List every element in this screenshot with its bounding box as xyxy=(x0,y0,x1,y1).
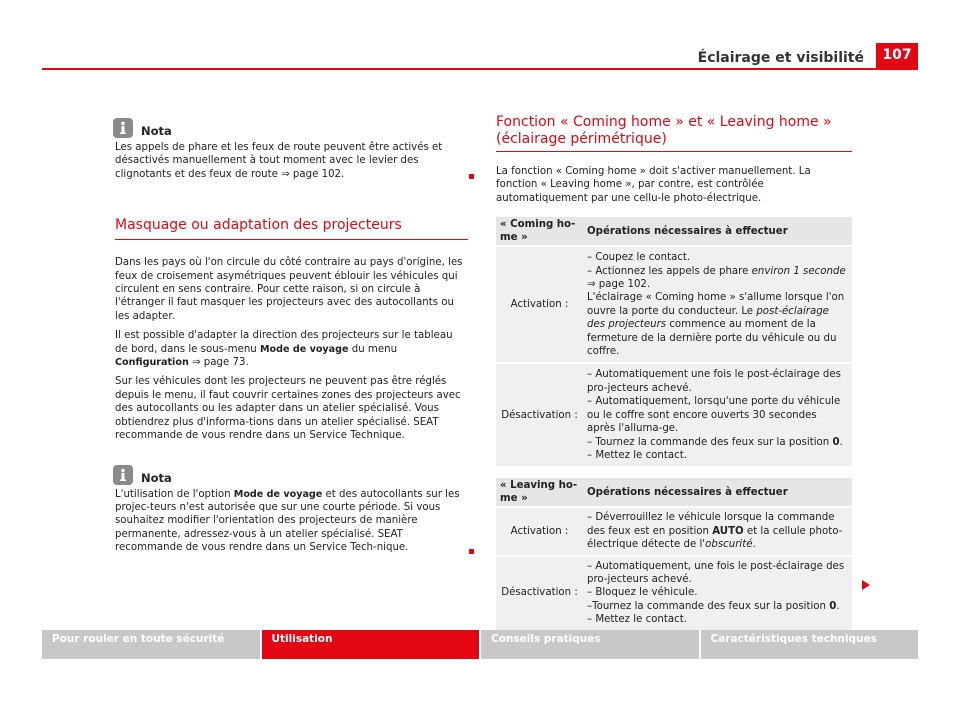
chapter-title: Éclairage et visibilité xyxy=(697,50,864,66)
paragraph: Sur les véhicules dont les projecteurs ne peuvent pas être réglés depuis le menu, il faut couvrir certaines zones des projecteurs avec des autocollants ou les adapter dans un atelier spécialisé. Vous obtiendrez plus d'informa-tions dans un atelier spécialisé. SEAT recommande de vous rendre dans un Service Technique. xyxy=(115,376,461,442)
header-rule xyxy=(42,68,918,70)
note-box xyxy=(115,110,468,181)
note-title: Nota xyxy=(141,124,172,138)
section-end-icon xyxy=(469,549,474,554)
section-rule xyxy=(115,239,468,240)
left-column xyxy=(115,110,468,555)
paragraph: Il est possible d'adapter la direction des projecteurs sur le tableau de bord, dans le sous-menu Mode de voyage du menu Configuration ⇒ page 73. xyxy=(115,330,453,369)
row-value: – Automatiquement une fois le post-éclairage des pro-jecteurs achevé. – Automatiquement, lorsqu'une porte du véhicule ou le coffre sont encore ouverts 30 secondes après l'alluma-ge. – Tournez la commande des feux sur la position 0. – Mettez le contact. xyxy=(583,364,852,466)
note-title: Nota xyxy=(141,470,172,485)
row-value: – Coupez le contact. – Actionnez les appels de phare environ 1 seconde ⇒ page 102. L'éclairage « Coming home » s'allume lorsque l'on ouvre la porte du conducteur. Le post-éclairage des projecteurs commence au moment de la fermeture de la dernière porte du véhicule ou du coffre. xyxy=(583,247,852,362)
table-header-key: « Coming ho-me » xyxy=(496,217,583,245)
leaving-home-table xyxy=(496,478,852,629)
row-key: Activation : xyxy=(496,247,583,362)
note-header xyxy=(113,118,468,138)
table-row xyxy=(496,557,852,630)
footer-nav xyxy=(42,630,918,659)
section-rule xyxy=(496,151,852,152)
section-title: Masquage ou adaptation des projecteurs xyxy=(115,217,402,234)
tab-technical-specs[interactable]: Caractéristiques techniques xyxy=(701,630,919,659)
table-row xyxy=(496,508,852,554)
table-header-value: Opérations nécessaires à effectuer xyxy=(583,217,852,245)
note-text: L'utilisation de l'option Mode de voyage et des autocollants sur les projec-teurs n'est autorisée que sur une courte période. Si vous souhaitez modifier l'orientation des projecteurs de manière permanente, adressez-vous à un atelier spécialisé. SEAT recommande de vous rendre dans un Service Tech-nique. xyxy=(115,488,460,554)
tab-safety[interactable]: Pour rouler en toute sécurité xyxy=(42,630,260,659)
coming-home-table xyxy=(496,217,852,466)
section-heading xyxy=(496,114,852,152)
table-row xyxy=(496,247,852,362)
note-text: Les appels de phare et les feux de route peuvent être activés et désactivés manuellement à tout moment avec le levier des clignotants et des feux de route ⇒ page 102. xyxy=(115,142,443,180)
section-heading xyxy=(115,217,468,240)
tab-practical-tips[interactable]: Conseils pratiques xyxy=(481,630,699,659)
paragraph: Dans les pays où l'on circule du côté contraire au pays d'origine, les feux de croisement asymétriques peuvent éblouir les véhicules qui circulent en sens contraire. Pour cette raison, si on circule à l'étranger il faut masquer les projecteurs avec des autocollants ou les adapter. xyxy=(115,257,463,322)
note-box xyxy=(115,457,468,555)
table-header-key: « Leaving ho-me » xyxy=(496,478,583,506)
intro-paragraph: La fonction « Coming home » doit s'activer manuellement. La fonction « Leaving home », par contre, est contrôlée automatiquement par une cellu-le photo-électrique. xyxy=(496,166,811,204)
table-header-value: Opérations nécessaires à effectuer xyxy=(583,478,852,506)
row-key: Désactivation : xyxy=(496,364,583,466)
row-value: – Déverrouillez le véhicule lorsque la commande des feux est en position AUTO et la cellule photo-électrique détecte de l'obscurité. xyxy=(583,508,852,554)
row-value: – Automatiquement, une fois le post-éclairage des pro-jecteurs achevé. – Bloquez le véhicule. –Tournez la commande des feux sur la position 0. – Mettez le contact. xyxy=(583,557,852,630)
row-key: Activation : xyxy=(496,508,583,554)
info-note-icon xyxy=(113,118,133,138)
tab-operation[interactable]: Utilisation xyxy=(262,630,480,659)
right-column xyxy=(496,114,852,630)
row-key: Désactivation : xyxy=(496,557,583,630)
table-row xyxy=(496,364,852,466)
continue-arrow-icon xyxy=(862,580,870,590)
section-title: Fonction « Coming home » et « Leaving home » (éclairage périmétrique) xyxy=(496,114,832,147)
section-end-icon xyxy=(469,174,474,179)
info-note-icon xyxy=(113,465,133,485)
note-header xyxy=(113,465,468,485)
page-number: 107 xyxy=(876,43,918,68)
